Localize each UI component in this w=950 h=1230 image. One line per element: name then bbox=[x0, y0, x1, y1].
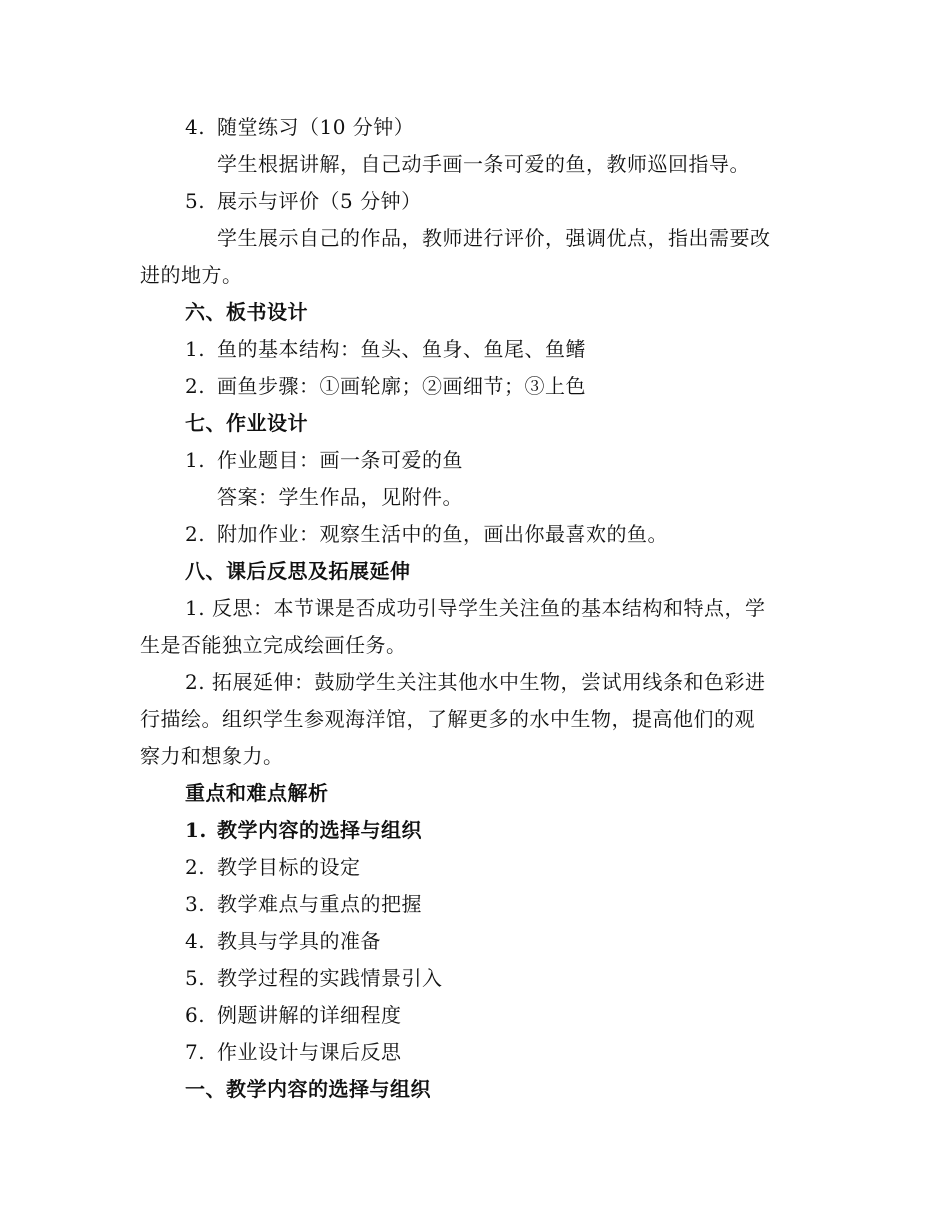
list-number: 5. bbox=[185, 189, 206, 213]
board-design-item-1 bbox=[185, 336, 586, 362]
list-number: 5. bbox=[185, 966, 206, 990]
practice-item-4-body: 学生根据讲解，自己动手画一条可爱的鱼，教师巡回指导。 bbox=[217, 152, 750, 176]
board-design-item-1-text: 鱼的基本结构：鱼头、鱼身、鱼尾、鱼鳍 bbox=[217, 337, 586, 361]
homework-item-2 bbox=[185, 521, 668, 547]
analysis-item-3-text: 教学难点与重点的把握 bbox=[217, 892, 422, 916]
analysis-item-3 bbox=[185, 891, 422, 917]
analysis-item-2 bbox=[185, 854, 361, 880]
practice-item-5-body-line2: 进的地方。 bbox=[140, 263, 243, 287]
analysis-item-2-text: 教学目标的设定 bbox=[217, 855, 361, 879]
board-design-item-2-text: 画鱼步骤：①画轮廓；②画细节；③上色 bbox=[217, 374, 586, 398]
list-number: 2. bbox=[185, 522, 206, 546]
homework-item-1-text: 作业题目：画一条可爱的鱼 bbox=[217, 448, 463, 472]
list-number: 7. bbox=[185, 1040, 206, 1064]
list-number: 1. bbox=[185, 448, 206, 472]
board-design-item-2 bbox=[185, 373, 586, 399]
list-number: 1. bbox=[185, 818, 207, 842]
list-number: 3. bbox=[185, 892, 206, 916]
reflection-item-2-line3: 察力和想象力。 bbox=[140, 744, 284, 768]
analysis-item-1 bbox=[185, 817, 422, 843]
section-heading-reflection: 八、课后反思及拓展延伸 bbox=[185, 559, 411, 583]
list-number: 2. bbox=[185, 374, 206, 398]
section-heading-analysis: 重点和难点解析 bbox=[185, 781, 329, 805]
reflection-item-1-line2: 生是否能独立完成绘画任务。 bbox=[140, 633, 407, 657]
list-number: 6. bbox=[185, 1003, 206, 1027]
list-number: 4. bbox=[185, 929, 206, 953]
list-number: 1. bbox=[185, 337, 206, 361]
reflection-item-2-line2: 行描绘。组织学生参观海洋馆，了解更多的水中生物，提高他们的观 bbox=[140, 707, 755, 731]
section-heading-board-design: 六、板书设计 bbox=[185, 300, 308, 324]
analysis-item-4 bbox=[185, 928, 381, 954]
practice-item-5-title: 展示与评价（5 分钟） bbox=[217, 189, 422, 213]
practice-item-5 bbox=[185, 188, 422, 214]
analysis-item-7-text: 作业设计与课后反思 bbox=[217, 1040, 402, 1064]
section-heading-homework: 七、作业设计 bbox=[185, 411, 308, 435]
analysis-item-1-text: 教学内容的选择与组织 bbox=[217, 818, 422, 842]
analysis-item-4-text: 教具与学具的准备 bbox=[217, 929, 381, 953]
homework-item-2-text: 附加作业：观察生活中的鱼，画出你最喜欢的鱼。 bbox=[217, 522, 668, 546]
list-number: 2. bbox=[185, 855, 206, 879]
practice-item-4 bbox=[185, 114, 414, 140]
reflection-item-2-line1: 2. 拓展延伸：鼓励学生关注其他水中生物，尝试用线条和色彩进 bbox=[185, 670, 766, 694]
analysis-item-6 bbox=[185, 1002, 402, 1028]
analysis-item-7 bbox=[185, 1039, 402, 1065]
analysis-item-6-text: 例题讲解的详细程度 bbox=[217, 1003, 402, 1027]
homework-item-1 bbox=[185, 447, 463, 473]
analysis-item-5 bbox=[185, 965, 443, 991]
practice-item-4-title: 随堂练习（10 分钟） bbox=[217, 115, 415, 139]
section-heading-content-selection: 一、教学内容的选择与组织 bbox=[185, 1077, 431, 1101]
reflection-item-1-line1: 1. 反思：本节课是否成功引导学生关注鱼的基本结构和特点，学 bbox=[185, 596, 766, 620]
homework-item-1-answer: 答案：学生作品，见附件。 bbox=[217, 485, 463, 509]
analysis-item-5-text: 教学过程的实践情景引入 bbox=[217, 966, 443, 990]
list-number: 4. bbox=[185, 115, 206, 139]
practice-item-5-body-line1: 学生展示自己的作品，教师进行评价，强调优点，指出需要改 bbox=[217, 226, 771, 250]
